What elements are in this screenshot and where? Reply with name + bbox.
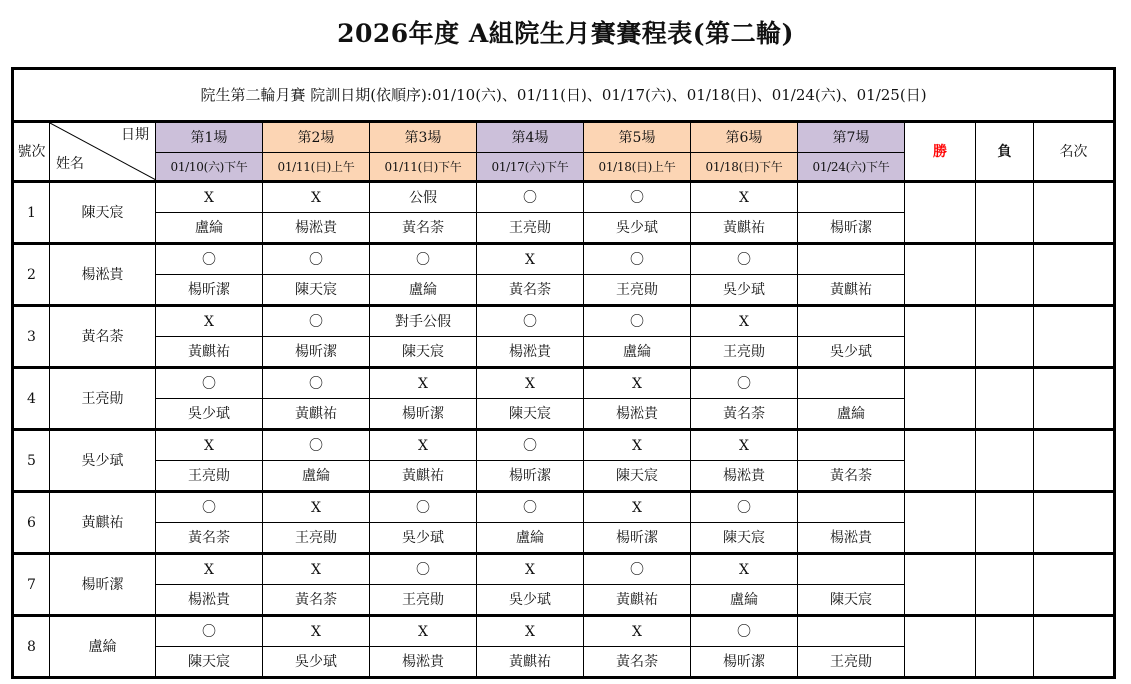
rank-cell bbox=[1034, 616, 1115, 678]
match-result: 對手公假 bbox=[370, 306, 477, 337]
match-result bbox=[798, 430, 905, 461]
match-opponent: 楊淞貴 bbox=[263, 213, 370, 244]
rank-cell bbox=[1034, 182, 1115, 244]
loss-cell bbox=[976, 306, 1034, 368]
match-result bbox=[798, 306, 905, 337]
match-opponent: 盧綸 bbox=[584, 337, 691, 368]
match-result: 〇 bbox=[263, 430, 370, 461]
match-result: X bbox=[584, 368, 691, 399]
player-name: 陳天宸 bbox=[50, 182, 156, 244]
match-opponent: 吳少珷 bbox=[263, 647, 370, 678]
round-label: 第6場 bbox=[691, 122, 798, 153]
match-result: X bbox=[691, 430, 798, 461]
match-result: X bbox=[370, 430, 477, 461]
loss-cell bbox=[976, 182, 1034, 244]
loss-header: 負 bbox=[976, 122, 1034, 182]
player-result-row bbox=[13, 492, 1115, 523]
loss-cell bbox=[976, 368, 1034, 430]
round-label: 第1場 bbox=[156, 122, 263, 153]
loss-cell bbox=[976, 616, 1034, 678]
round-date: 01/10(六)下午 bbox=[156, 153, 263, 182]
match-result: 〇 bbox=[584, 306, 691, 337]
round-date: 01/11(日)上午 bbox=[263, 153, 370, 182]
round-label: 第5場 bbox=[584, 122, 691, 153]
win-cell bbox=[905, 616, 976, 678]
date-label: 日期 bbox=[121, 127, 149, 143]
match-result: 〇 bbox=[370, 554, 477, 585]
loss-cell bbox=[976, 430, 1034, 492]
match-result: X bbox=[477, 616, 584, 647]
round-date: 01/24(六)下午 bbox=[798, 153, 905, 182]
match-opponent: 陳天宸 bbox=[263, 275, 370, 306]
match-result: 〇 bbox=[584, 182, 691, 213]
round-header-row bbox=[13, 122, 1115, 153]
rank-cell bbox=[1034, 368, 1115, 430]
match-result: X bbox=[263, 616, 370, 647]
player-number: 6 bbox=[13, 492, 50, 554]
match-opponent: 吳少珷 bbox=[798, 337, 905, 368]
match-result: 〇 bbox=[156, 616, 263, 647]
match-result: 〇 bbox=[477, 306, 584, 337]
rank-cell bbox=[1034, 554, 1115, 616]
match-result bbox=[798, 368, 905, 399]
match-result: 〇 bbox=[263, 368, 370, 399]
player-name: 楊淞貴 bbox=[50, 244, 156, 306]
match-opponent: 楊昕潔 bbox=[263, 337, 370, 368]
player-name: 盧綸 bbox=[50, 616, 156, 678]
match-result: X bbox=[370, 616, 477, 647]
player-name: 黃麒祐 bbox=[50, 492, 156, 554]
match-result: 〇 bbox=[584, 244, 691, 275]
match-result: X bbox=[477, 368, 584, 399]
match-opponent: 王亮勛 bbox=[584, 275, 691, 306]
match-result: X bbox=[584, 616, 691, 647]
match-opponent: 楊昕潔 bbox=[584, 523, 691, 554]
player-name: 楊昕潔 bbox=[50, 554, 156, 616]
match-opponent: 王亮勛 bbox=[798, 647, 905, 678]
loss-cell bbox=[976, 492, 1034, 554]
match-opponent: 盧綸 bbox=[370, 275, 477, 306]
match-result: X bbox=[584, 492, 691, 523]
match-result: X bbox=[156, 182, 263, 213]
match-result: 〇 bbox=[584, 554, 691, 585]
match-result: X bbox=[156, 430, 263, 461]
match-result: X bbox=[584, 430, 691, 461]
match-opponent: 盧綸 bbox=[263, 461, 370, 492]
match-result: 〇 bbox=[370, 492, 477, 523]
round-date: 01/17(六)下午 bbox=[477, 153, 584, 182]
win-cell bbox=[905, 244, 976, 306]
match-opponent: 陳天宸 bbox=[156, 647, 263, 678]
match-result: 〇 bbox=[156, 368, 263, 399]
match-result: 〇 bbox=[691, 368, 798, 399]
player-name: 吳少珷 bbox=[50, 430, 156, 492]
match-opponent: 黃名荼 bbox=[584, 647, 691, 678]
match-opponent: 陳天宸 bbox=[798, 585, 905, 616]
period-row bbox=[13, 69, 1115, 122]
player-result-row bbox=[13, 554, 1115, 585]
match-result bbox=[798, 492, 905, 523]
match-result: 〇 bbox=[691, 492, 798, 523]
match-opponent: 盧綸 bbox=[691, 585, 798, 616]
match-opponent: 黃麒祐 bbox=[263, 399, 370, 430]
player-number: 5 bbox=[13, 430, 50, 492]
match-opponent: 楊昕潔 bbox=[156, 275, 263, 306]
match-result: 公假 bbox=[370, 182, 477, 213]
match-opponent: 吳少珷 bbox=[477, 585, 584, 616]
round-label: 第2場 bbox=[263, 122, 370, 153]
match-opponent: 楊昕潔 bbox=[798, 213, 905, 244]
win-cell bbox=[905, 306, 976, 368]
match-opponent: 黃麒祐 bbox=[584, 585, 691, 616]
match-result: 〇 bbox=[156, 492, 263, 523]
player-result-row bbox=[13, 182, 1115, 213]
player-result-row bbox=[13, 430, 1115, 461]
name-label: 姓名 bbox=[56, 156, 84, 172]
match-result: 〇 bbox=[156, 244, 263, 275]
match-opponent: 王亮勛 bbox=[477, 213, 584, 244]
match-result: X bbox=[263, 492, 370, 523]
player-number: 1 bbox=[13, 182, 50, 244]
round-date: 01/18(日)下午 bbox=[691, 153, 798, 182]
match-opponent: 吳少珷 bbox=[370, 523, 477, 554]
loss-cell bbox=[976, 554, 1034, 616]
rank-cell bbox=[1034, 492, 1115, 554]
win-cell bbox=[905, 368, 976, 430]
match-result: X bbox=[156, 554, 263, 585]
match-result: 〇 bbox=[477, 182, 584, 213]
match-result: 〇 bbox=[477, 430, 584, 461]
win-cell bbox=[905, 554, 976, 616]
match-opponent: 黃麒祐 bbox=[691, 213, 798, 244]
match-opponent: 楊淞貴 bbox=[584, 399, 691, 430]
player-name: 黃名荼 bbox=[50, 306, 156, 368]
match-opponent: 楊淞貴 bbox=[370, 647, 477, 678]
loss-cell bbox=[976, 244, 1034, 306]
player-result-row bbox=[13, 244, 1115, 275]
match-opponent: 黃麒祐 bbox=[156, 337, 263, 368]
match-opponent: 陳天宸 bbox=[370, 337, 477, 368]
match-opponent: 黃名荼 bbox=[691, 399, 798, 430]
page-title: 2026年度 A組院生月賽賽程表(第二輪) bbox=[337, 19, 794, 48]
round-label: 第4場 bbox=[477, 122, 584, 153]
round-date: 01/18(日)上午 bbox=[584, 153, 691, 182]
match-opponent: 盧綸 bbox=[477, 523, 584, 554]
match-opponent: 盧綸 bbox=[798, 399, 905, 430]
match-result: X bbox=[691, 554, 798, 585]
match-result: X bbox=[263, 182, 370, 213]
match-result: 〇 bbox=[263, 244, 370, 275]
match-result: 〇 bbox=[370, 244, 477, 275]
match-opponent: 吳少珷 bbox=[584, 213, 691, 244]
player-result-row bbox=[13, 616, 1115, 647]
number-header: 號次 bbox=[13, 122, 50, 182]
match-opponent: 黃名荼 bbox=[477, 275, 584, 306]
round-date: 01/11(日)下午 bbox=[370, 153, 477, 182]
player-result-row bbox=[13, 306, 1115, 337]
player-result-row bbox=[13, 368, 1115, 399]
rank-cell bbox=[1034, 430, 1115, 492]
date-name-header bbox=[50, 122, 156, 182]
round-label: 第7場 bbox=[798, 122, 905, 153]
match-result bbox=[798, 616, 905, 647]
match-opponent: 王亮勛 bbox=[156, 461, 263, 492]
match-result: X bbox=[691, 182, 798, 213]
match-opponent: 盧綸 bbox=[156, 213, 263, 244]
match-result: 〇 bbox=[691, 616, 798, 647]
match-result: X bbox=[156, 306, 263, 337]
match-opponent: 黃麒祐 bbox=[370, 461, 477, 492]
match-result bbox=[798, 244, 905, 275]
match-opponent: 黃名荼 bbox=[156, 523, 263, 554]
match-opponent: 楊昕潔 bbox=[370, 399, 477, 430]
player-number: 2 bbox=[13, 244, 50, 306]
match-result: X bbox=[263, 554, 370, 585]
player-name: 王亮勛 bbox=[50, 368, 156, 430]
match-opponent: 楊淞貴 bbox=[156, 585, 263, 616]
match-result bbox=[798, 554, 905, 585]
match-result: X bbox=[370, 368, 477, 399]
match-opponent: 楊昕潔 bbox=[477, 461, 584, 492]
period-text: 院生第二輪月賽 院訓日期(依順序):01/10(六)、01/11(日)、01/17(六)、01/18(日)、01/24(六)、01/25(日) bbox=[13, 69, 1115, 122]
match-result bbox=[798, 182, 905, 213]
match-result: X bbox=[691, 306, 798, 337]
match-result: 〇 bbox=[691, 244, 798, 275]
player-number: 4 bbox=[13, 368, 50, 430]
match-opponent: 陳天宸 bbox=[691, 523, 798, 554]
match-opponent: 楊昕潔 bbox=[691, 647, 798, 678]
match-opponent: 楊淞貴 bbox=[798, 523, 905, 554]
match-result: X bbox=[477, 554, 584, 585]
match-opponent: 黃名荼 bbox=[370, 213, 477, 244]
match-opponent: 王亮勛 bbox=[691, 337, 798, 368]
match-opponent: 楊淞貴 bbox=[477, 337, 584, 368]
win-cell bbox=[905, 492, 976, 554]
match-result: 〇 bbox=[477, 492, 584, 523]
match-opponent: 黃麒祐 bbox=[798, 275, 905, 306]
match-opponent: 吳少珷 bbox=[691, 275, 798, 306]
match-opponent: 楊淞貴 bbox=[691, 461, 798, 492]
player-number: 3 bbox=[13, 306, 50, 368]
rank-cell bbox=[1034, 244, 1115, 306]
win-header: 勝 bbox=[905, 122, 976, 182]
match-result: 〇 bbox=[263, 306, 370, 337]
match-opponent: 王亮勛 bbox=[370, 585, 477, 616]
player-number: 8 bbox=[13, 616, 50, 678]
match-opponent: 黃名荼 bbox=[798, 461, 905, 492]
match-opponent: 陳天宸 bbox=[584, 461, 691, 492]
win-cell bbox=[905, 430, 976, 492]
round-label: 第3場 bbox=[370, 122, 477, 153]
schedule-table bbox=[11, 67, 1116, 679]
match-opponent: 黃麒祐 bbox=[477, 647, 584, 678]
match-result: X bbox=[477, 244, 584, 275]
rank-header: 名次 bbox=[1034, 122, 1115, 182]
match-opponent: 黃名荼 bbox=[263, 585, 370, 616]
player-number: 7 bbox=[13, 554, 50, 616]
match-opponent: 吳少珷 bbox=[156, 399, 263, 430]
match-opponent: 陳天宸 bbox=[477, 399, 584, 430]
rank-cell bbox=[1034, 306, 1115, 368]
match-opponent: 王亮勛 bbox=[263, 523, 370, 554]
win-cell bbox=[905, 182, 976, 244]
